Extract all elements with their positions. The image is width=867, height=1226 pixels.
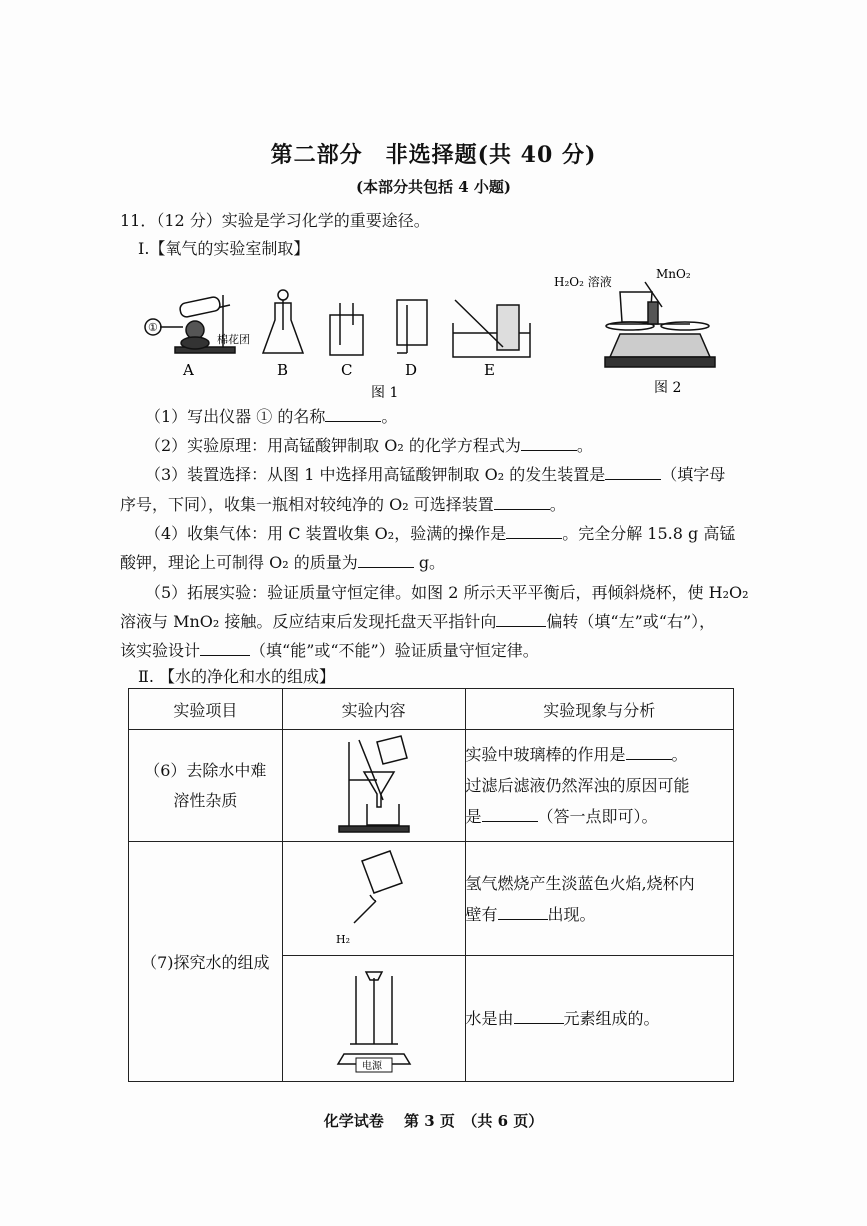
sub4-line-1: （4）收集气体：用 C 装置收集 O₂，验满的操作是 。完全分解 15.8 g 高锰 xyxy=(145,524,736,543)
sub3-line-2: 序号，下同），收集一瓶相对较纯净的 O₂ 可选择装置 。 xyxy=(120,495,566,514)
label-a: A xyxy=(183,361,194,379)
figure-1-label: 图 1 xyxy=(371,385,399,400)
table-row-6 xyxy=(129,730,734,842)
header-analysis: 实验现象与分析 xyxy=(465,689,733,730)
blank-5a[interactable] xyxy=(496,610,546,627)
experiment-table xyxy=(128,688,734,1082)
blank-3a[interactable] xyxy=(605,463,661,480)
blank-7a[interactable] xyxy=(498,903,548,920)
cotton-label: 棉花团 xyxy=(217,333,250,346)
sub5-line-1: （5）拓展实验：验证质量守恒定律。如图 2 所示天平平衡后，再倾斜烧杯，使 H₂O₂ xyxy=(145,583,749,602)
part1-title: Ⅰ.【氧气的实验室制取】 xyxy=(138,239,310,258)
sub5-line-3: 该实验设计 （填“能”或“不能”）验证质量守恒定律。 xyxy=(120,641,539,660)
row6-item: （6）去除水中难 溶性杂质 xyxy=(129,730,283,842)
blank-6a[interactable] xyxy=(626,743,672,760)
label-d: D xyxy=(405,361,418,379)
row7-analysis-electrolysis: 水是由 元素组成的。 xyxy=(465,956,733,1082)
mno2-label: MnO₂ xyxy=(656,267,691,281)
table-header-row xyxy=(129,689,734,730)
blank-4b[interactable] xyxy=(358,551,414,568)
figure-2-balance xyxy=(550,262,730,397)
row7-item: （7)探究水的组成 xyxy=(129,842,283,1082)
row7-content-combustion xyxy=(282,842,465,956)
apparatus-c xyxy=(330,303,363,355)
power-label: 电源 xyxy=(361,1060,382,1072)
question-stem: 11．（12 分）实验是学习化学的重要途径。 xyxy=(120,211,430,230)
h2o2-label: H₂O₂ 溶液 xyxy=(554,275,612,289)
section-title: 第二部分 非选择题(共 40 分) xyxy=(270,142,597,168)
apparatus-d xyxy=(397,300,427,353)
blank-4a[interactable] xyxy=(506,522,562,539)
row6-analysis: 实验中玻璃棒的作用是 。 过滤后滤液仍然浑浊的原因可能 是 （答一点即可）。 xyxy=(465,730,733,842)
blank-6b[interactable] xyxy=(482,805,538,822)
sub1-line: （1）写出仪器 ① 的名称 。 xyxy=(145,407,398,426)
marker-1: ① xyxy=(148,321,158,334)
part2-title: Ⅱ. 【水的净化和水的组成】 xyxy=(138,667,336,686)
blank-2[interactable] xyxy=(521,434,577,451)
blank-3b[interactable] xyxy=(494,493,550,510)
blank-7b[interactable] xyxy=(514,1007,564,1024)
h2-label: H₂ xyxy=(335,932,350,946)
page-footer: 化学试卷 第 3 页 （共 6 页） xyxy=(323,1112,544,1130)
figure-2-label: 图 2 xyxy=(654,380,682,396)
label-b: B xyxy=(277,361,289,379)
header-content: 实验内容 xyxy=(282,689,465,730)
blank-5b[interactable] xyxy=(200,639,250,656)
row6-content xyxy=(282,730,465,842)
sub2-line: （2）实验原理：用高锰酸钾制取 O₂ 的化学方程式为 。 xyxy=(145,436,593,455)
sub4-line-2: 酸钾，理论上可制得 O₂ 的质量为 g。 xyxy=(120,553,446,572)
section-subtitle: (本部分共包括 4 小题) xyxy=(355,178,512,196)
hydrogen-burning-apparatus xyxy=(314,843,434,951)
blank-1[interactable] xyxy=(325,405,381,422)
row7-analysis-combustion: 氢气燃烧产生淡蓝色火焰,烧杯内 壁有 出现。 xyxy=(465,842,733,956)
label-c: C xyxy=(341,361,353,379)
apparatus-b xyxy=(263,290,303,353)
label-e: E xyxy=(484,361,495,379)
table-row-7a xyxy=(129,842,734,956)
row7-content-electrolysis xyxy=(282,956,465,1082)
electrolysis-apparatus xyxy=(314,958,434,1076)
apparatus-e xyxy=(453,300,530,357)
sub5-line-2: 溶液与 MnO₂ 接触。反应结束后发现托盘天平指针向 偏转（填“左”或“右”）， xyxy=(120,612,716,631)
filtration-apparatus xyxy=(319,732,429,836)
figure-1-apparatus xyxy=(135,285,555,400)
balance-drawing xyxy=(605,282,715,367)
header-item: 实验项目 xyxy=(129,689,283,730)
sub3-line-1: （3）装置选择：从图 1 中选择用高锰酸钾制取 O₂ 的发生装置是 （填字母 xyxy=(145,465,726,484)
